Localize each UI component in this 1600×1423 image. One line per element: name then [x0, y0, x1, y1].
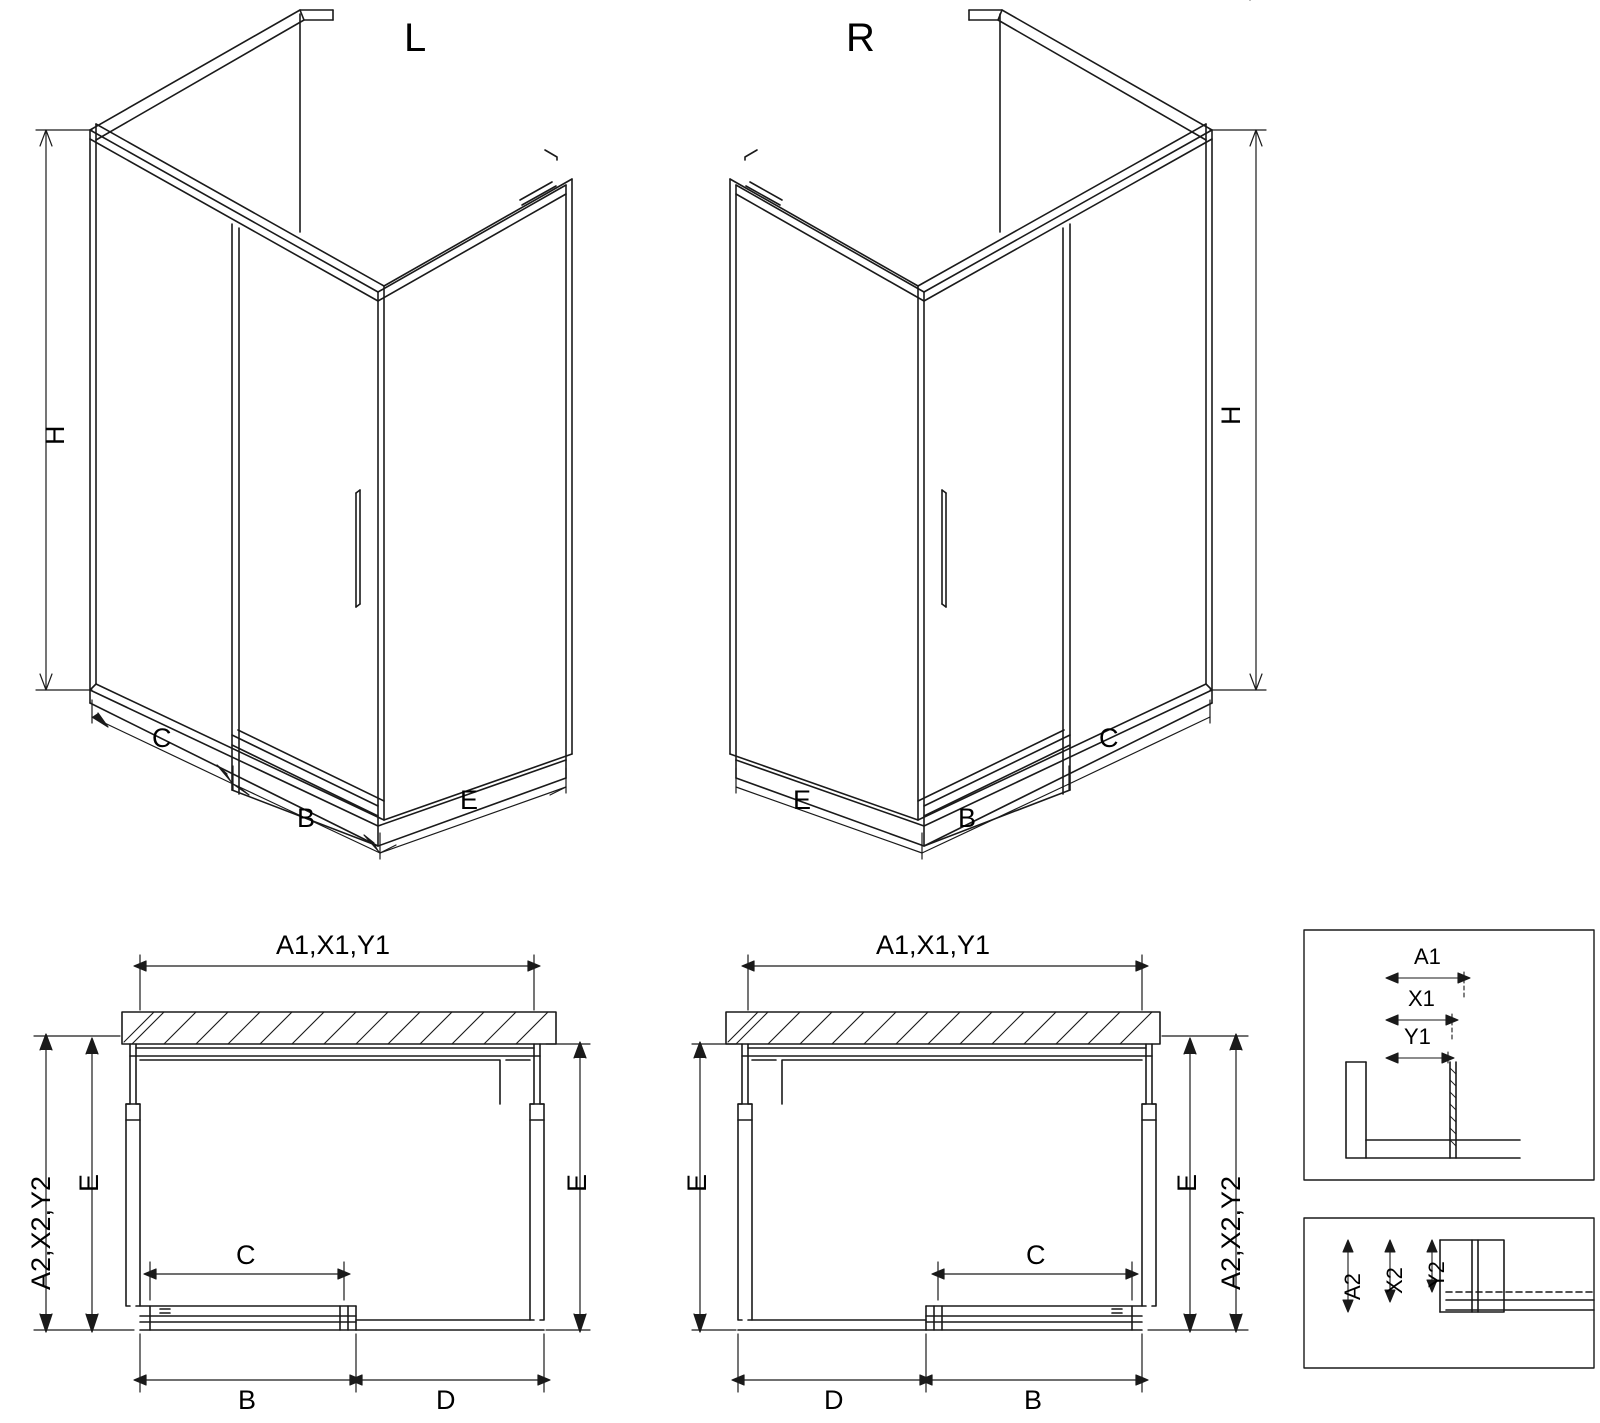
iso-left-label-E: E	[460, 785, 479, 815]
plan-right-label-C: C	[1026, 1240, 1046, 1270]
iso-left-geometry	[90, 10, 572, 846]
plan-left-label-B: B	[238, 1385, 257, 1415]
plan-left-label-A2X2Y2: A2,X2,Y2	[26, 1175, 56, 1290]
plan-right-label-A2X2Y2: A2,X2,Y2	[1216, 1175, 1246, 1290]
plan-left-label-E-right: E	[562, 1173, 592, 1192]
plan-left-label-D: D	[436, 1385, 456, 1415]
plan-left-label-E-left: E	[74, 1173, 104, 1192]
plan-right-label-D: D	[824, 1385, 844, 1415]
view-title-left: L	[404, 16, 427, 60]
plan-left-label-A1X1Y1: A1,X1,Y1	[276, 930, 391, 960]
detail-top-label-Y1: Y1	[1404, 1024, 1431, 1049]
detail-top-geometry	[1304, 930, 1594, 1180]
iso-right-label-C: C	[1099, 723, 1119, 753]
plan-left-geometry	[122, 1012, 556, 1330]
detail-bottom-label-A2: A2	[1340, 1273, 1365, 1300]
plan-right-label-E-left: E	[682, 1173, 712, 1192]
iso-left-label-B: B	[297, 803, 316, 833]
iso-right-label-H: H	[1216, 405, 1246, 425]
view-title-right: R	[846, 16, 875, 60]
iso-right-label-B: B	[958, 803, 977, 833]
plan-right-label-E-right: E	[1172, 1173, 1202, 1192]
iso-right-label-E: E	[793, 785, 812, 815]
plan-left-dimensions	[34, 0, 1250, 1392]
iso-right-geometry	[730, 10, 1212, 846]
plan-left-label-C: C	[236, 1240, 256, 1270]
detail-top-label-X1: X1	[1408, 986, 1435, 1011]
detail-bottom-label-X2: X2	[1382, 1267, 1407, 1294]
plan-right-geometry	[726, 1012, 1160, 1330]
detail-bottom-label-Y2: Y2	[1424, 1261, 1449, 1288]
detail-top-label-A1: A1	[1414, 944, 1441, 969]
plan-right-label-A1X1Y1: A1,X1,Y1	[876, 930, 991, 960]
plan-right-dimensions	[692, 955, 1248, 1392]
plan-right-label-B: B	[1024, 1385, 1043, 1415]
iso-left-label-C: C	[152, 723, 172, 753]
iso-left-dim-H	[36, 130, 92, 690]
iso-left-label-H: H	[40, 425, 70, 445]
